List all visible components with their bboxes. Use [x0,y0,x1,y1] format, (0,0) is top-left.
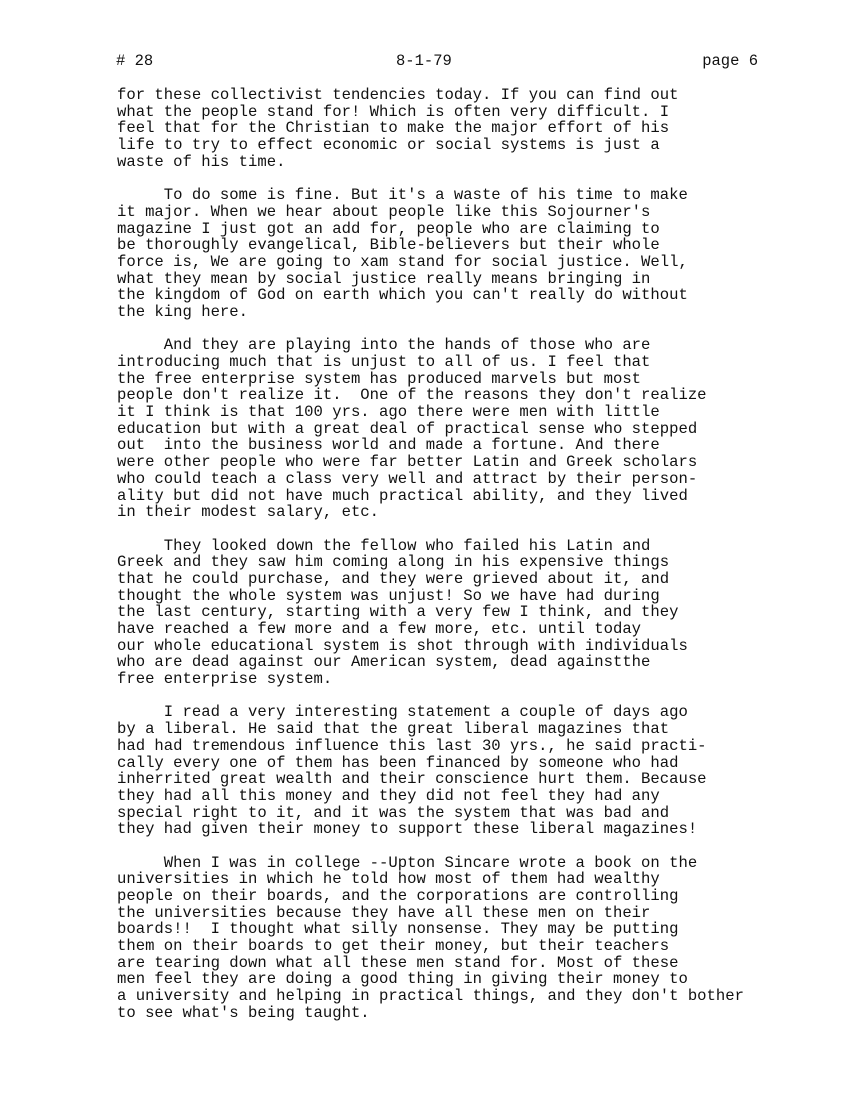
text-line: be thoroughly evangelical, Bible-believers but their whole [117,236,660,255]
text-line: When I was in college --Upton Sincare wrote a book on the [117,853,698,872]
document-date: 8-1-79 [396,52,452,70]
paragraph [117,187,837,321]
text-line: it I think is that 100 yrs. ago there were men with little [117,403,660,422]
transcript-body [117,87,837,1038]
text-line: feel that for the Christian to make the major effort of his [117,119,670,138]
text-line: by a liberal. He said that the great liberal magazines that [117,720,670,739]
text-line: a university and helping in practical things, and they don't bother [117,987,744,1006]
text-line: what the people stand for! Which is often very difficult. I [117,102,670,121]
text-line: boards!! I thought what silly nonsense. They may be putting [117,920,679,939]
text-line: people on their boards, and the corporations are controlling [117,887,679,905]
text-line: introducing much that is unjust to all of us. I feel that [117,353,651,371]
text-line: universities in which he told how most of them had wealthy [117,870,660,889]
text-line: had had tremendous influence this last 30 yrs., he said practi- [117,736,707,755]
text-line: for these collectivist tendencies today. If you can find out [117,86,679,104]
text-line: in their modest salary, etc. [117,503,380,522]
text-line: the last century, starting with a very few I think, and they [117,603,679,622]
text-line: ality but did not have much practical ability, and they lived [117,486,688,505]
text-line: Greek and they saw him coming along in his expensive things [117,553,670,572]
text-line: that he could purchase, and they were grieved about it, and [117,569,670,588]
text-line: And they are playing into the hands of those who are [117,336,651,355]
paragraph [117,87,837,170]
text-line: To do some is fine. But it's a waste of his time to make [117,186,688,205]
text-line: our whole educational system is shot through with individuals [117,636,688,655]
paragraph [117,704,837,838]
text-line: thought the whole system was unjust! So we have had during [117,586,660,605]
text-line: free enterprise system. [117,670,333,689]
text-line: force is, We are going to xam stand for social justice. Well, [117,252,688,271]
text-line: were other people who were far better Latin and Greek scholars [117,453,698,472]
text-line: men feel they are doing a good thing in giving their money to [117,970,688,989]
text-line: waste of his time. [117,152,286,171]
page-number: page 6 [702,52,758,70]
page-header [116,52,758,74]
text-line: out into the business world and made a fortune. And there [117,436,660,455]
text-line: life to try to effect economic or social systems is just a [117,136,660,155]
text-line: the universities because they have all these men on their [117,903,651,922]
text-line: inherrited great wealth and their conscience hurt them. Because [117,770,707,789]
text-line: people don't realize it. One of the reasons they don't realize [117,386,707,405]
text-line: they had given their money to support these liberal magazines! [117,820,698,839]
text-line: to see what's being taught. [117,1003,370,1022]
text-line: special right to it, and it was the system that was bad and [117,803,670,822]
text-line: the kingdom of God on earth which you can't really do without [117,286,688,305]
text-line: they had all this money and they did not feel they had any [117,786,660,805]
text-line: I read a very interesting statement a couple of days ago [117,703,688,722]
text-line: who are dead against our American system, dead againstthe [117,653,651,672]
paragraph [117,855,837,1022]
text-line: the free enterprise system has produced marvels but most [117,369,642,388]
text-line: magazine I just got an add for, people who are claiming to [117,219,660,238]
text-line: are tearing down what all these men stand for. Most of these [117,953,679,972]
document-number: # 28 [116,52,154,70]
text-line: it major. When we hear about people like this Sojourner's [117,202,651,221]
text-line: what they mean by social justice really means bringing in [117,269,651,288]
text-line: cally every one of them has been financed by someone who had [117,753,679,772]
text-line: the king here. [117,302,249,321]
text-line: education but with a great deal of practical sense who stepped [117,419,698,438]
paragraph [117,337,837,521]
text-line: They looked down the fellow who failed his Latin and [117,536,651,555]
text-line: who could teach a class very well and attract by their person- [117,469,698,488]
text-line: have reached a few more and a few more, etc. until today [117,620,642,638]
paragraph [117,538,837,688]
text-line: them on their boards to get their money, but their teachers [117,937,670,956]
